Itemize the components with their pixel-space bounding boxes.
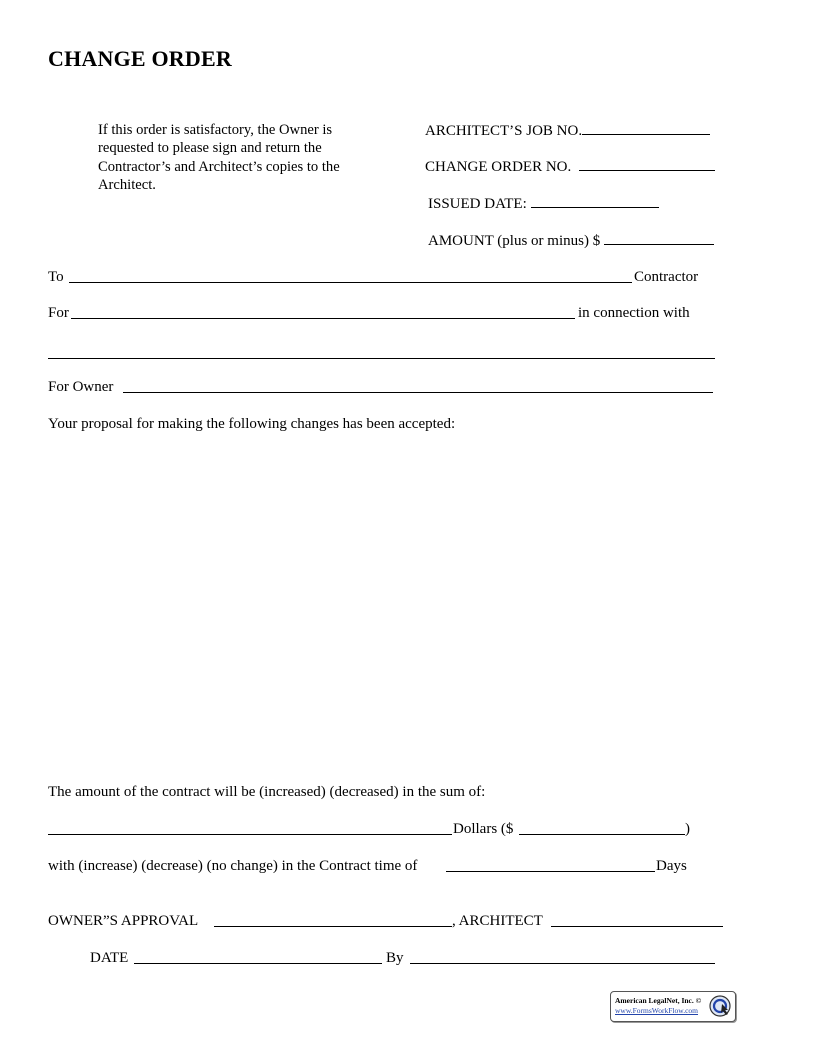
to-label: To [48, 269, 64, 285]
job-no-label: ARCHITECT’S JOB NO. [425, 123, 583, 139]
contract-amount-text: The amount of the contract will be (increased) (decreased) in the sum of: [48, 784, 486, 800]
architect-label: , ARCHITECT [452, 913, 543, 929]
issued-date-field[interactable] [531, 195, 659, 208]
dollars-label: Dollars ($ [453, 821, 514, 837]
amount-field[interactable] [604, 232, 714, 245]
logo-url[interactable]: www.FormsWorkFlow.com [615, 1006, 699, 1015]
for-field[interactable] [71, 305, 575, 319]
company-logo[interactable] [610, 991, 736, 1022]
architect-field[interactable] [551, 913, 723, 927]
date-field[interactable] [134, 950, 382, 964]
instructions: If this order is satisfactory, the Owner is requested to please sign and return the Contractor’s and Architect’s copies to the Architect. [98, 122, 340, 194]
connection-label: in connection with [578, 305, 690, 321]
date-label: DATE [90, 950, 129, 966]
for-label: For [48, 305, 69, 321]
job-no-field[interactable] [582, 122, 710, 135]
connection-field[interactable] [48, 345, 715, 359]
change-order-no-row [425, 158, 715, 176]
globe-arrow-icon [709, 995, 731, 1017]
amount-label: AMOUNT (plus or minus) $ [428, 233, 601, 249]
dollars-amount-field[interactable] [519, 821, 685, 835]
issued-date-row [428, 195, 659, 213]
page-title: CHANGE ORDER [48, 46, 232, 71]
owner-approval-field[interactable] [214, 913, 452, 927]
days-field[interactable] [446, 858, 655, 872]
contractor-label: Contractor [634, 269, 699, 285]
proposal-text: Your proposal for making the following changes has been accepted: [48, 416, 456, 432]
change-order-no-field[interactable] [579, 158, 715, 171]
job-no-row [425, 122, 710, 140]
changes-area[interactable] [48, 440, 728, 770]
by-field[interactable] [410, 950, 715, 964]
to-field[interactable] [69, 269, 632, 283]
dollars-close: ) [685, 821, 690, 837]
logo-company: American LegalNet, Inc. © [615, 996, 702, 1005]
days-label: Days [656, 858, 687, 874]
amount-row [428, 232, 714, 250]
change-order-no-label: CHANGE ORDER NO. [425, 159, 572, 175]
time-text: with (increase) (decrease) (no change) in the Contract time of [48, 858, 418, 874]
owner-approval-label: OWNER”S APPROVAL [48, 913, 199, 929]
issued-date-label: ISSUED DATE: [428, 196, 527, 212]
for-owner-field[interactable] [123, 379, 713, 393]
dollars-words-field[interactable] [48, 821, 452, 835]
for-owner-label: For Owner [48, 379, 114, 395]
by-label: By [386, 950, 404, 966]
